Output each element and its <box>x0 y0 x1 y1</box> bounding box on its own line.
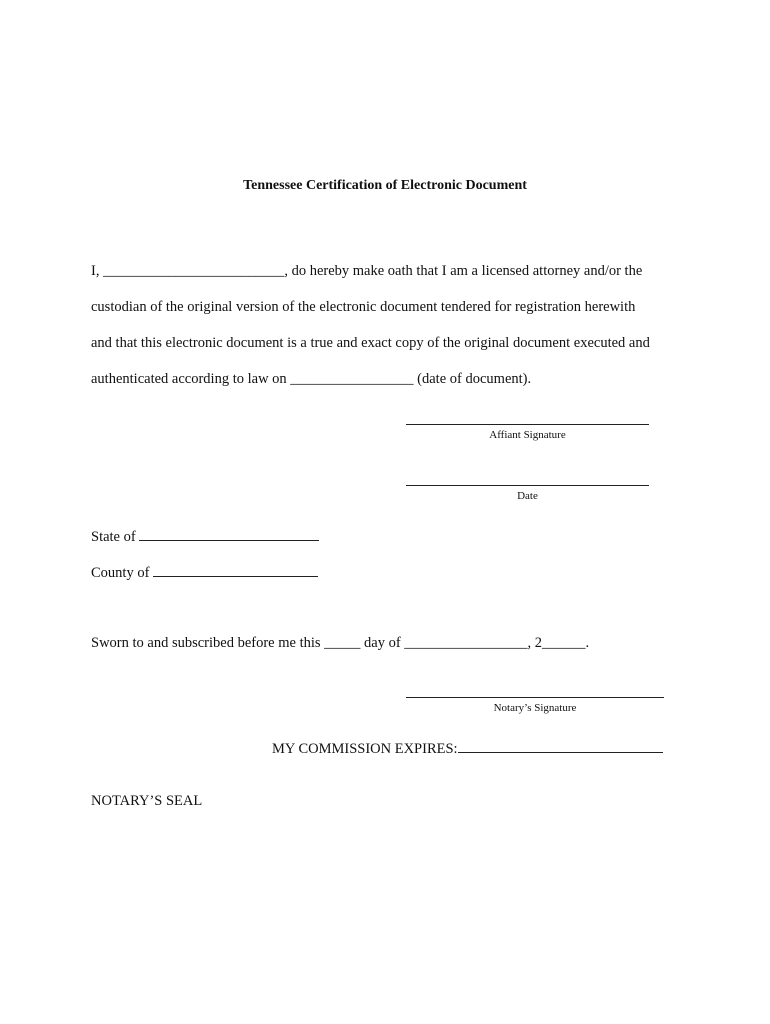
notary-seal-label: NOTARY’S SEAL <box>91 793 203 809</box>
document-title: Tennessee Certification of Electronic Document <box>243 178 527 193</box>
county-label: County of <box>91 565 150 581</box>
state-field <box>91 528 319 546</box>
affiant-signature-label: Affiant Signature <box>489 429 566 441</box>
sworn-statement: Sworn to and subscribed before me this _____ day of _________________, 2______. <box>91 635 590 651</box>
oath-line-1: I, _________________________, do hereby make oath that I am a licensed attorney and/or the <box>91 263 643 279</box>
county-blank[interactable] <box>153 564 318 577</box>
oath-line-2: custodian of the original version of the electronic document tendered for registration herewith <box>91 299 636 315</box>
affiant-signature-block <box>406 424 649 441</box>
commission-expires-field <box>272 740 663 758</box>
state-label: State of <box>91 529 136 545</box>
date-label: Date <box>517 490 538 502</box>
date-line[interactable] <box>406 485 649 486</box>
notary-signature-line[interactable] <box>406 697 664 698</box>
notary-signature-label: Notary’s Signature <box>493 702 577 714</box>
date-block <box>406 485 649 502</box>
commission-expires-blank[interactable] <box>458 740 663 753</box>
notary-signature-block <box>406 697 664 714</box>
oath-line-4: authenticated according to law on _________________ (date of document). <box>91 371 532 387</box>
county-field <box>91 564 318 582</box>
affiant-signature-line[interactable] <box>406 424 649 425</box>
oath-line-3: and that this electronic document is a true and exact copy of the original document executed and <box>91 335 650 351</box>
state-blank[interactable] <box>139 528 319 541</box>
commission-expires-label: MY COMMISSION EXPIRES: <box>272 741 458 757</box>
